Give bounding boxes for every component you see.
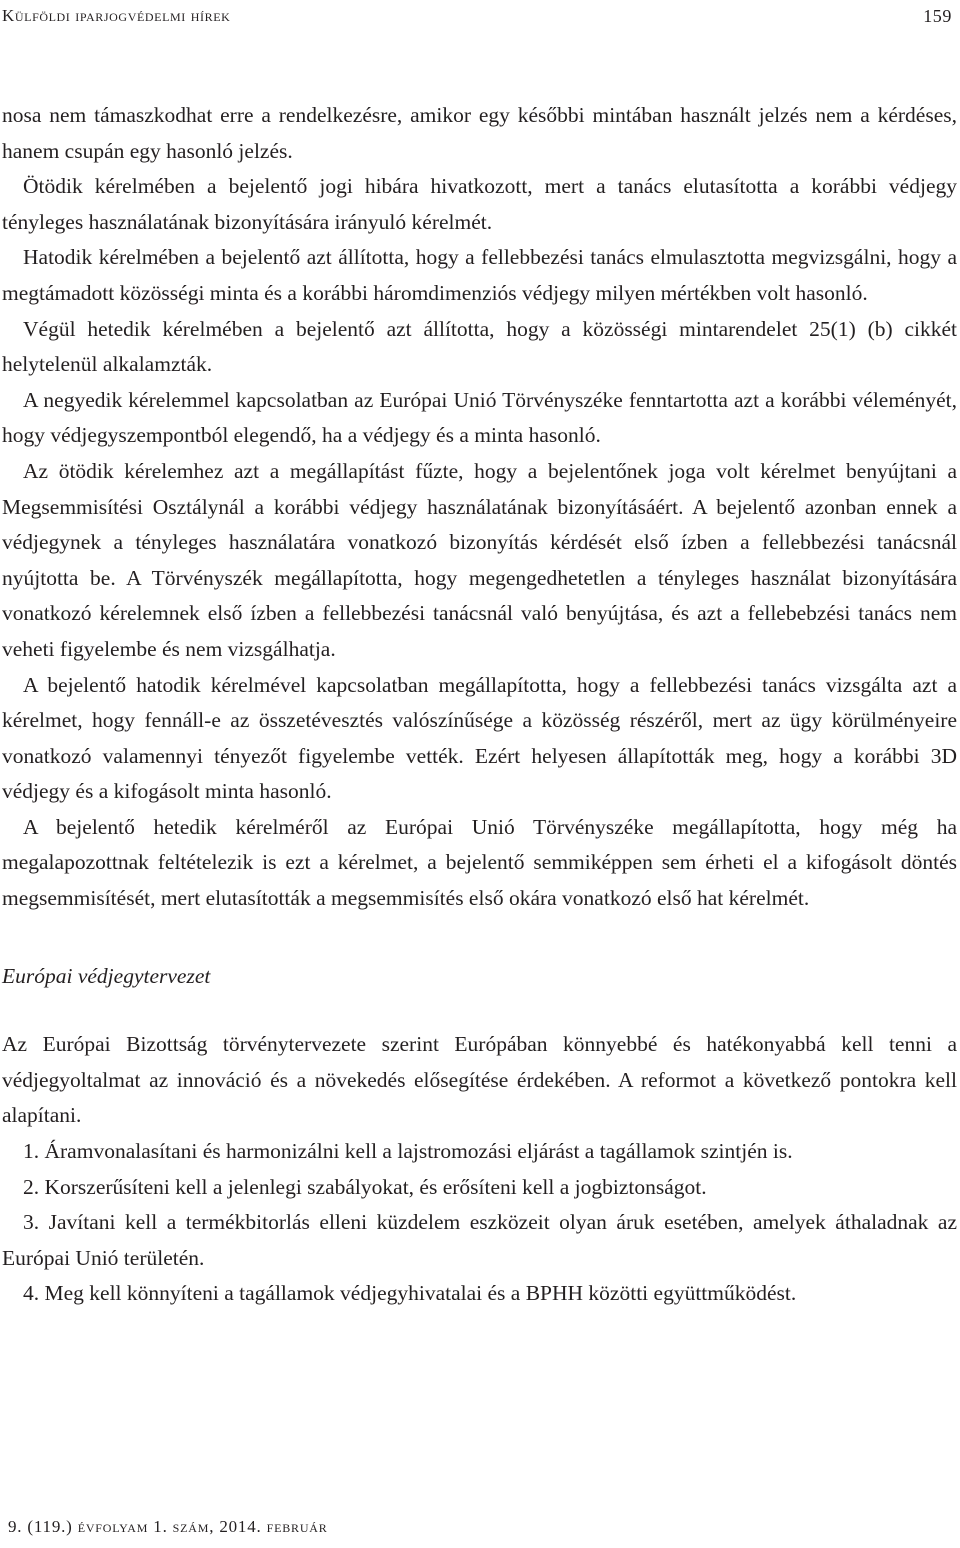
list-item: 2. Korszerűsíteni kell a jelenlegi szabályokat, és erősíteni kell a jogbiztonságot. <box>23 1174 707 1199</box>
section-intro: Az Európai Bizottság törvénytervezete szerint Európában könnyebbé és hatékonyabbá kell tenni a védjegyoltalmat az innováció és a növekedés elősegítése érdekében. A reformot a következő pontokra kell alapítani. <box>2 1032 957 1128</box>
list-item: 1. Áramvonalasítani és harmonizálni kell a lajstromozási eljárást a tagállamok szintjén is. <box>23 1139 793 1164</box>
paragraph: Ötödik kérelmében a bejelentő jogi hibára hivatkozott, mert a tanács elutasította a korábbi védjegy tényleges használatának bizonyítására irányuló kérelmét. <box>2 174 957 234</box>
paragraph: nosa nem támaszkodhat erre a rendelkezésre, amikor egy későbbi mintában használt jelzés nem a kérdéses, hanem csupán egy hasonló jelzés. <box>2 103 957 163</box>
list-item: 3. Javítani kell a termékbitorlás elleni küzdelem eszközeit olyan áruk esetében, amelyek áthaladnak az Európai Unió területén. <box>2 1210 957 1270</box>
paragraph: Az ötödik kérelemhez azt a megállapítást fűzte, hogy a bejelentőnek joga volt kérelmet benyújtani a Megsemmisítési Osztálynál a korábbi védjegy használatának bizonyításáért. A bejelentő azonban ennek a védjegynek a tényleges használatára vonatkozó bizonyítás kérdését első ízben a fellebbezési tanácsnál nyújtotta be. A Törvényszék megállapította, hogy megengedhetetlen a tényleges használat bizonyítására vonatkozó kérelemnek első ízben a fellebbezési tanácsnál való benyújtása, és azt a fellebebzési tanács nem veheti figyelembe és nem vizsgálhatja. <box>2 458 957 661</box>
running-header <box>2 6 952 30</box>
page-number: 159 <box>923 6 952 26</box>
section-heading: Európai védjegytervezet <box>2 963 211 988</box>
article-body <box>2 98 957 1312</box>
running-title: Külföldi iparjogvédelmi hírek <box>2 6 231 25</box>
paragraph: A bejelentő hetedik kérelméről az Európai Unió Törvényszéke megállapította, hogy még ha megalapozottnak feltételezik is ezt a kérelmet, a bejelentő semmiképpen sem érheti el a kifogásolt döntés megsemmisítését, mert elutasították a megsemmisítés első okára vonatkozó első hat kérelmét. <box>2 814 957 911</box>
paragraph: Végül hetedik kérelmében a bejelentő azt állította, hogy a közösségi mintarendelet 25(1) (b) cikkét helytelenül alkalamzták. <box>2 316 957 377</box>
paragraph: A bejelentő hatodik kérelmével kapcsolatban megállapította, hogy a fellebbezési tanács vizsgálta azt a kérelmet, hogy fennáll-e az összetévesztés valószínűsége a közösség részéről, mert az ügy körülményeire vonatkozó valamennyi tényezőt figyelembe vették. Ezért helyesen állapították meg, hogy a korábbi 3D védjegy és a kifogásolt minta hasonló. <box>2 672 957 804</box>
list-item: 4. Meg kell könnyíteni a tagállamok védjegyhivatalai és a BPHH közötti együttműködést. <box>23 1281 797 1306</box>
paragraph: Hatodik kérelmében a bejelentő azt állította, hogy a fellebbezési tanács elmulasztotta megvizsgálni, hogy a megtámadott közösségi minta és a korábbi háromdimenziós védjegy milyen mértékben volt hasonló. <box>2 245 957 305</box>
issue-footer: 9. (119.) évfolyam 1. szám, 2014. február <box>8 1517 328 1536</box>
paragraph: A negyedik kérelemmel kapcsolatban az Európai Unió Törvényszéke fenntartotta azt a korábbi véleményét, hogy védjegyszempontból elegendő, ha a védjegy és a minta hasonló. <box>2 387 957 448</box>
